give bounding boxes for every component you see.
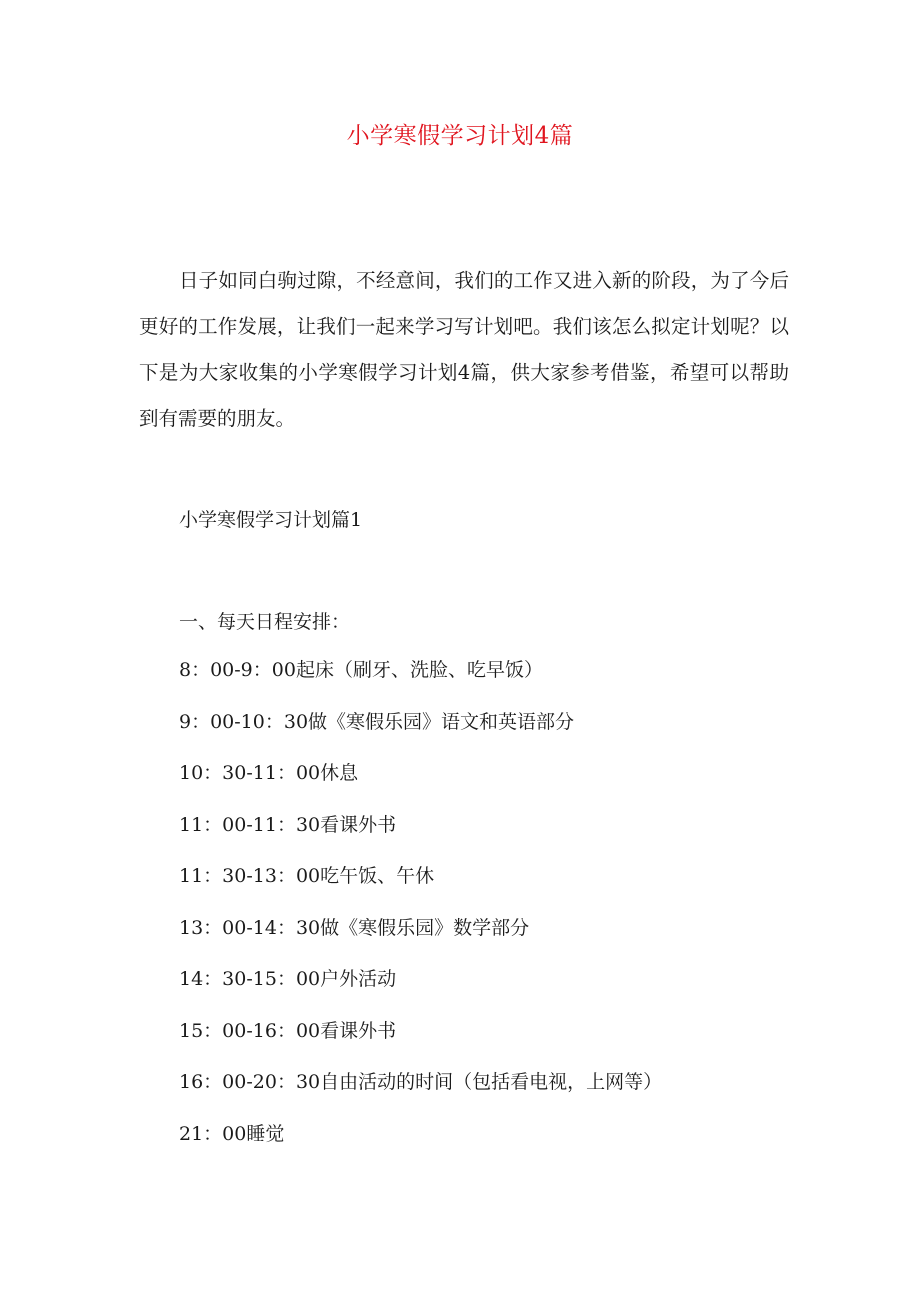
schedule-item: 15：00-16：00看课外书 bbox=[179, 1019, 397, 1042]
schedule-heading: 一、每天日程安排： bbox=[179, 611, 351, 633]
section-heading: 小学寒假学习计划篇1 bbox=[179, 509, 363, 531]
schedule-item: 8：00-9：00起床（刷牙、洗脸、吃早饭） bbox=[179, 659, 543, 681]
schedule-item: 16：00-20：30自由活动的时间（包括看电视，上网等） bbox=[179, 1071, 663, 1093]
schedule-list bbox=[179, 655, 662, 1170]
schedule-item: 13：00-14：30做《寒假乐园》数学部分 bbox=[179, 916, 530, 939]
schedule-item: 21：00睡觉 bbox=[179, 1122, 285, 1145]
page-title: 小学寒假学习计划4篇 bbox=[346, 123, 574, 149]
schedule-item: 10：30-11：00休息 bbox=[179, 762, 359, 784]
schedule-item: 14：30-15：00户外活动 bbox=[179, 968, 397, 990]
intro-paragraph: 日子如同白驹过隙，不经意间，我们的工作又进入新的阶段，为了今后更好的工作发展，让我们一起来学习写计划吧。我们该怎么拟定计划呢？以下是为大家收集的小学寒假学习计划4篇，供大家参考借鉴，希望可以帮助到有需要的朋友。 bbox=[139, 269, 789, 430]
schedule-item: 9：00-10：30做《寒假乐园》语文和英语部分 bbox=[179, 710, 575, 733]
schedule-item: 11：00-11：30看课外书 bbox=[179, 813, 397, 836]
schedule-item: 11：30-13：00吃午饭、午休 bbox=[179, 865, 435, 887]
